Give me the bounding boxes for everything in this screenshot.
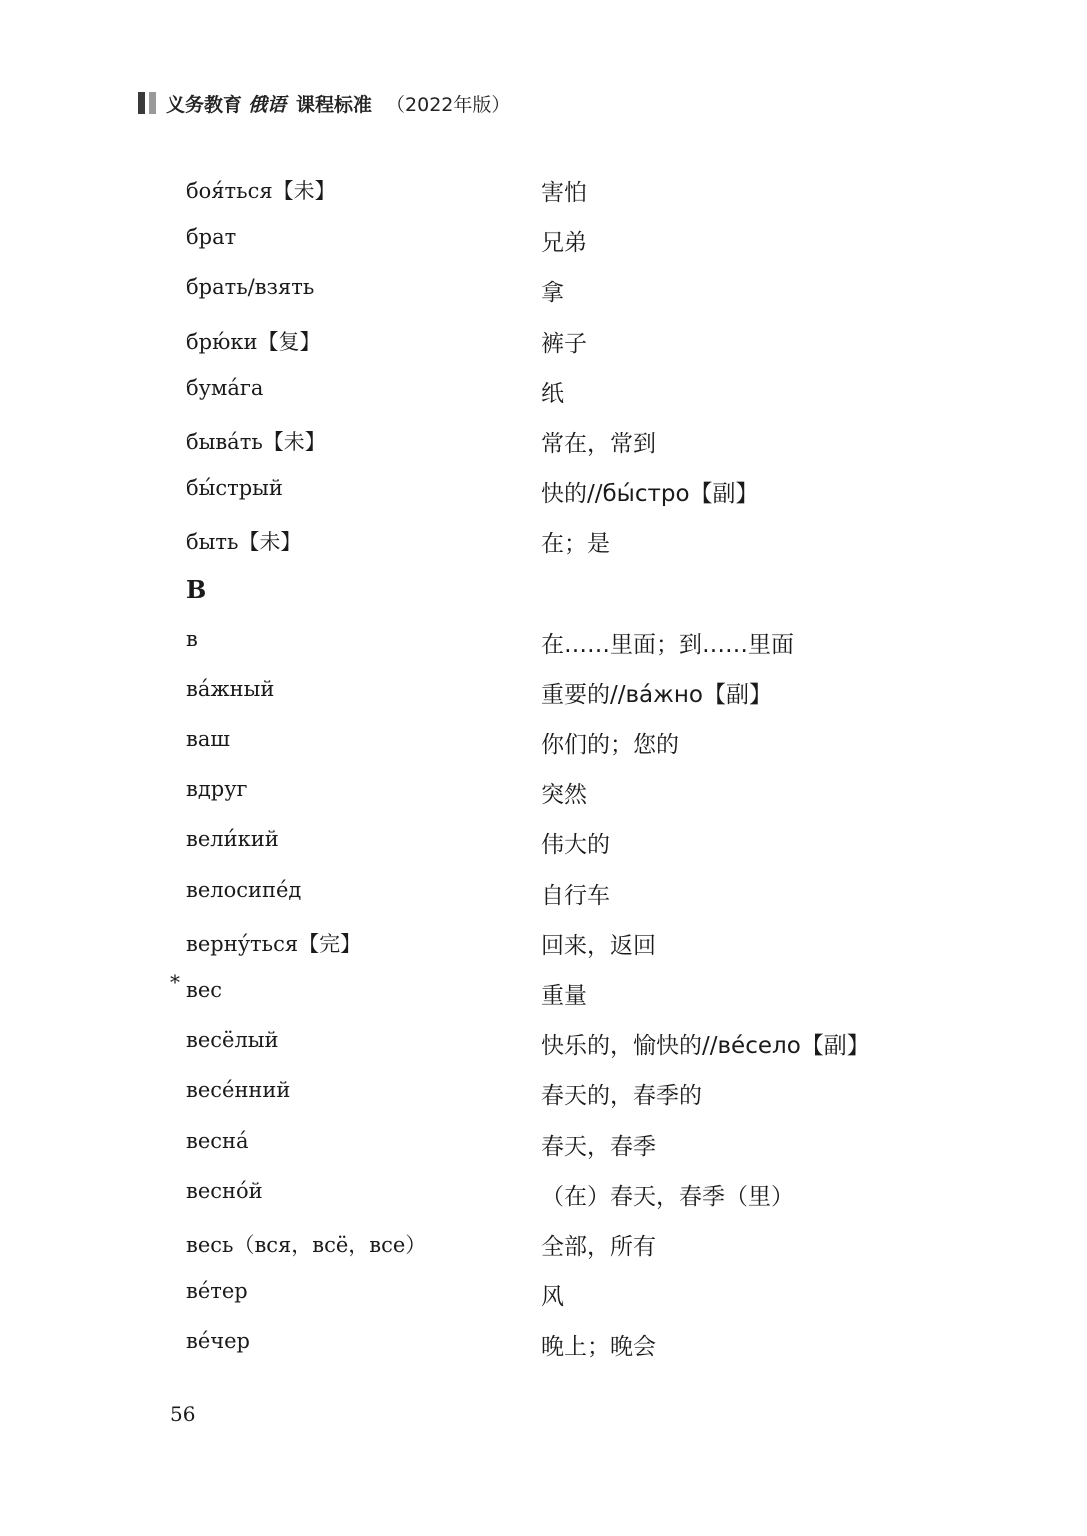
russian-word: вес: [186, 978, 223, 1002]
vocabulary-entry: [0, 316, 1087, 366]
vocabulary-entry: [0, 516, 1087, 566]
chinese-translation: 快乐的，愉快的//ве́село【副】: [541, 1033, 870, 1060]
section-letter-row: [0, 567, 1087, 617]
chinese-translation: 重要的//ва́жно【副】: [541, 681, 772, 708]
russian-word: весь（вся，всё，все）: [186, 1232, 427, 1257]
russian-word: вели́кий: [186, 827, 279, 852]
vocabulary-entry: [0, 968, 1087, 1018]
vocabulary-entry: [0, 868, 1087, 918]
header-title-part-4: （2022年版）: [386, 93, 511, 116]
vocabulary-entry: [0, 817, 1087, 867]
russian-word: ве́чер: [186, 1329, 251, 1354]
chinese-translation: 在……里面；到……里面: [541, 631, 794, 658]
russian-word: ва́жный: [186, 676, 275, 701]
vocabulary-entry: [0, 416, 1087, 466]
header-title-part-2: 俄语: [248, 93, 287, 116]
russian-word: боя́ться【未】: [186, 179, 336, 203]
russian-word: брат: [186, 225, 237, 250]
chinese-translation: 重量: [541, 983, 587, 1009]
vocabulary-entry: [0, 717, 1087, 767]
vocabulary-entry: [0, 667, 1087, 717]
russian-word: весна́: [186, 1128, 249, 1153]
russian-word: верну́ться【完】: [186, 931, 362, 956]
vocabulary-entry: [0, 466, 1087, 516]
chinese-translation: （在）春天，春季（里）: [541, 1183, 794, 1210]
russian-word: брю́ки【复】: [186, 329, 321, 354]
header-bar-dark: [138, 92, 145, 114]
chinese-translation: 突然: [541, 782, 587, 809]
chinese-translation: 快的//бы́стро【副】: [541, 481, 759, 508]
russian-word: весе́нний: [186, 1078, 291, 1103]
chinese-translation: 春天的，春季的: [541, 1083, 702, 1110]
vocabulary-entry: [0, 1018, 1087, 1068]
russian-word: ве́тер: [186, 1279, 248, 1304]
chinese-translation: 回来，返回: [541, 932, 656, 959]
russian-word: быва́ть【未】: [186, 429, 326, 454]
vocabulary-entry: [0, 215, 1087, 265]
vocabulary-entry: [0, 165, 1087, 215]
header-title-part-3: 课程标准: [296, 93, 373, 116]
chinese-translation: 害怕: [541, 180, 587, 206]
vocabulary-entry: [0, 1068, 1087, 1118]
russian-word: велосипе́д: [186, 877, 302, 902]
chinese-translation: 你们的；您的: [541, 732, 679, 759]
section-letter: В: [186, 574, 207, 604]
vocabulary-entry: [0, 617, 1087, 667]
header-bars-icon: [138, 92, 156, 114]
header-title-part-1: 义务教育: [166, 93, 243, 116]
russian-word: быть【未】: [186, 530, 302, 555]
chinese-translation: 全部，所有: [541, 1233, 656, 1260]
chinese-translation: 常在，常到: [541, 430, 656, 457]
chinese-translation: 春天，春季: [541, 1133, 656, 1160]
header-bar-light: [149, 92, 156, 114]
running-header: [138, 88, 510, 118]
chinese-translation: 纸: [541, 380, 564, 407]
vocabulary-entry: [0, 1319, 1087, 1369]
russian-word: брать/взять: [186, 275, 315, 300]
vocabulary-entry: [0, 265, 1087, 315]
chinese-translation: 拿: [541, 280, 564, 307]
vocabulary-entry: [0, 366, 1087, 416]
chinese-translation: 裤子: [541, 330, 587, 357]
chinese-translation: 风: [541, 1284, 564, 1311]
vocabulary-entry: [0, 1169, 1087, 1219]
russian-word: вдруг: [186, 777, 248, 802]
asterisk-marker: *: [170, 970, 180, 994]
russian-word: в: [186, 626, 198, 651]
russian-word: бы́стрый: [186, 476, 283, 501]
russian-word: весёлый: [186, 1028, 279, 1053]
vocabulary-entry: [0, 918, 1087, 968]
vocabulary-entry: [0, 1269, 1087, 1319]
chinese-translation: 在；是: [541, 531, 610, 558]
vocabulary-list: [0, 165, 1087, 1370]
russian-word: ваш: [186, 727, 230, 752]
vocabulary-entry: [0, 1119, 1087, 1169]
page-number: 56: [170, 1402, 196, 1426]
chinese-translation: 伟大的: [541, 832, 610, 859]
chinese-translation: 自行车: [541, 882, 610, 909]
russian-word: бума́га: [186, 375, 264, 400]
russian-word: весно́й: [186, 1178, 263, 1203]
chinese-translation: 兄弟: [541, 230, 587, 257]
chinese-translation: 晚上；晚会: [541, 1334, 656, 1361]
vocabulary-entry: [0, 1219, 1087, 1269]
vocabulary-entry: [0, 767, 1087, 817]
